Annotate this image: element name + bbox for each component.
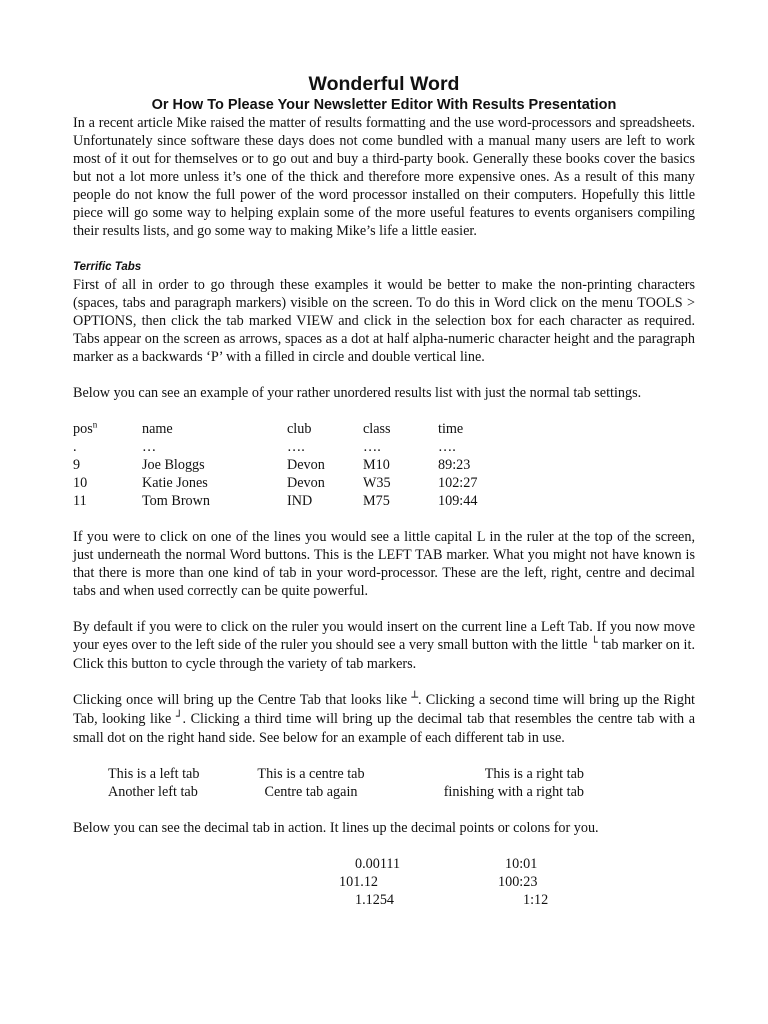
results-table — [73, 420, 695, 510]
left-tab-example: Another left tab — [108, 784, 198, 800]
table-cell: Devon — [287, 457, 325, 473]
table-cell: …. — [363, 439, 381, 455]
table-cell: … — [142, 439, 157, 455]
paragraph-left-tab: If you were to click on one of the lines you would see a little capital L in the ruler at the top of the screen, just underneath the normal Word buttons. This is the LEFT TAB marker. What you might not have known is that there is more than one kind of tab in your word-processor. These are the left, right, centre and decimal tabs and when used correctly can be quite powerful. — [73, 529, 695, 599]
right-tab-icon: ┘ — [175, 710, 183, 723]
paragraph-results-intro: Below you can see an example of your rather unordered results list with just the normal tab settings. — [73, 385, 642, 401]
table-cell: Katie Jones — [142, 475, 208, 491]
tab-example-row: Another left tab Centre tab again finishing with a right tab — [108, 784, 584, 800]
document-page — [73, 72, 695, 909]
header-class: class — [363, 421, 391, 437]
decimal-value: 101.12 — [339, 874, 379, 890]
right-tab-example: This is a right tab — [484, 766, 584, 782]
decimal-value: 0.00111 — [355, 856, 401, 872]
decimal-examples — [73, 855, 695, 909]
header-name: name — [142, 421, 173, 437]
tab-example-row: This is a left tab This is a centre tab This is a right tab — [108, 766, 584, 782]
section-heading: Terrific Tabs — [73, 261, 142, 273]
centre-tab-icon: ┴ — [411, 691, 418, 704]
paragraph-decimal-tab: Below you can see the decimal tab in action. It lines up the decimal points or colons for you. — [73, 820, 599, 836]
colon-value: 10:01 — [505, 856, 538, 872]
table-cell: 11 — [73, 493, 87, 509]
table-cell: 89:23 — [438, 457, 471, 473]
header-pos: pos$^n$ — [73, 419, 98, 437]
left-tab-example: This is a left tab — [108, 766, 200, 782]
document-subtitle: Or How To Please Your Newsletter Editor With Results Presentation — [151, 97, 617, 113]
colon-value: 1:12 — [523, 892, 549, 908]
table-cell: 10 — [73, 475, 88, 491]
table-row — [73, 456, 695, 474]
table-cell: …. — [438, 439, 456, 455]
table-cell: 109:44 — [438, 493, 478, 509]
decimal-value: 1.1254 — [355, 892, 395, 908]
table-cell: Devon — [287, 475, 325, 491]
table-row — [73, 492, 695, 510]
table-row — [73, 474, 695, 492]
table-cell: M75 — [363, 493, 390, 509]
right-tab-example: finishing with a right tab — [443, 784, 584, 800]
table-cell: IND — [287, 493, 313, 509]
paragraph-tab-types: Clicking once will bring up the Centre Tab that looks like ┴. Clicking a second time will bring up the Right Tab, looking like ┘. Clicking a third time will bring up the decimal tab that resembles the centre tab with a small dot on the right hand side. See below for an example of each different tab in use. — [73, 691, 696, 746]
tab-examples — [73, 765, 695, 801]
decimal-row — [73, 891, 695, 909]
table-cell: Tom Brown — [142, 493, 210, 509]
intro-paragraph: In a recent article Mike raised the matter of results formatting and the use word-processors and spreadsheets. Unfortunately since software these days does not come bundled with a manual many users are left to work most of it out for themselves or to go out and buy a third-party book. Generally these books cover the basics but not a lot more unless it’s one of the thick and therefore more expensive ones. As a result of this many people do not know the full power of the word processor installed on their computers. Hopefully this little piece will go some way to helping explain some of the more useful features to events organisers compiling their results lists, and go some way to making Mike’s life a little easier. — [73, 115, 695, 239]
results-header-row — [73, 420, 695, 438]
paragraph-ruler: By default if you were to click on the ruler you would insert on the current line a Left Tab. If you now move your eyes over to the left side of the ruler you should see a very small button with the little └ tab marker on it. Click this button to cycle through the variety of tab markers. — [73, 619, 695, 672]
left-tab-icon: └ — [591, 636, 598, 649]
colon-value: 100:23 — [498, 874, 538, 890]
table-cell: W35 — [363, 475, 391, 491]
document-title: Wonderful Word — [308, 73, 460, 95]
decimal-row — [73, 873, 695, 891]
table-cell: 102:27 — [438, 475, 478, 491]
table-cell: . — [73, 439, 77, 455]
table-cell: Joe Bloggs — [142, 457, 205, 473]
header-time: time — [438, 421, 464, 437]
header-club: club — [287, 421, 312, 437]
table-cell: M10 — [363, 457, 390, 473]
decimal-row — [73, 855, 695, 873]
results-dots-row — [73, 438, 695, 456]
table-cell: …. — [287, 439, 305, 455]
paragraph-nonprinting: First of all in order to go through these examples it would be better to make the non-printing characters (spaces, tabs and paragraph markers) visible on the screen. To do this in Word click on the menu TOOLS > OPTIONS, then click the tab marked VIEW and click in the selection box for each character as required. Tabs appear on the screen as arrows, spaces as a dot at half alpha-numeric character height and the paragraph marker as a backwards ‘P’ with a filled in circle and double vertical line. — [73, 277, 695, 365]
table-cell: 9 — [73, 457, 81, 473]
